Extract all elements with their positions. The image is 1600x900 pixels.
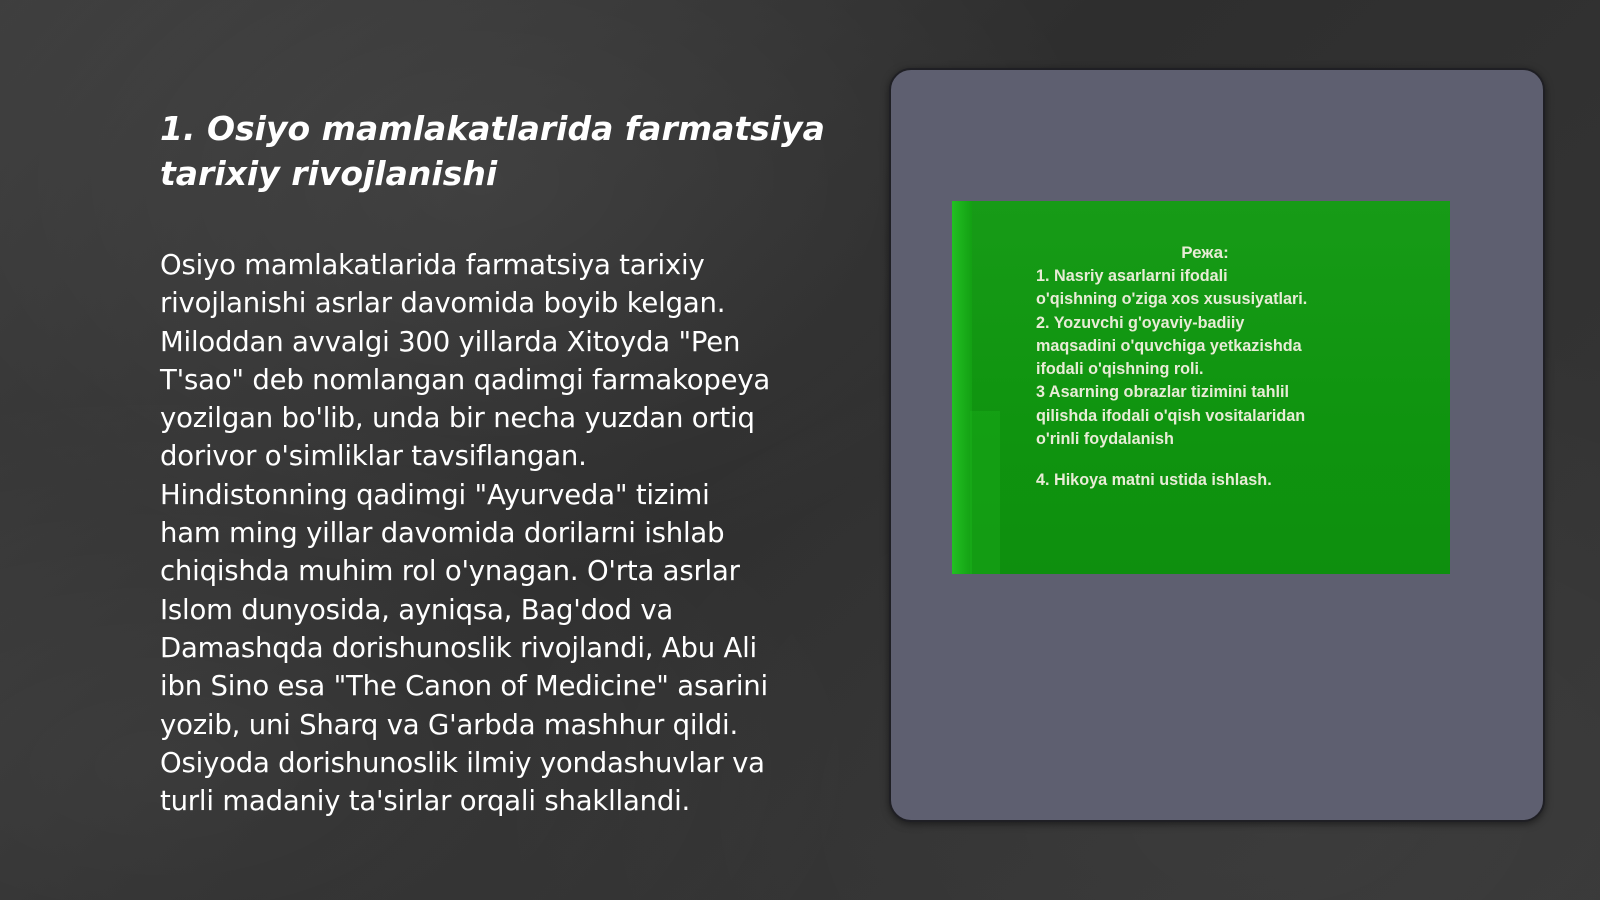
image-frame xyxy=(889,68,1545,822)
slide-title: 1. Osiyo mamlakatlarida farmatsiya tarixiy rivojlanishi xyxy=(160,109,825,193)
plan-items: 1. Nasriy asarlarni ifodali o'qishning o'ziga xos xususiyatlari. 2. Yozuvchi g'oyaviy-badiiy maqsadini o'quvchiga yetkazishda ifodali o'qishning roli. 3 Asarning obrazlar tizimini tahlil qilishda ifodali o'qish vositalaridan o'rinli foydalanish xyxy=(1036,267,1308,449)
slide-body-text: Osiyo mamlakatlarida farmatsiya tarixiy rivojlanishi asrlar davomida boyib kelgan. Miloddan avvalgi 300 yillarda Xitoyda "Pen T'sao" deb nomlangan qadimgi farmakopeya yozilgan bo'lib, unda bir necha yuzdan ortiq dorivor o'simliklar tavsiflangan. Hindistonning qadimgi "Ayurveda" tizimi ham ming yillar davomida dorilarni ishlab chiqishda muhim rol o'ynagan. O'rta asrlar Islom dunyosida, ayniqsa, Bag'dod va Damashqda dorishunoslik rivojlandi, Abu Ali ibn Sino esa "The Canon of Medicine" asarini yozib, uni Sharq va G'arbda mashhur qildi. Osiyoda dorishunoslik ilmiy yondashuvlar va turli madaniy ta'sirlar orqali shakllandi. xyxy=(160,249,771,818)
plan-image xyxy=(952,201,1450,574)
plan-item-4: 4. Hikoya matni ustida ishlash. xyxy=(1036,471,1272,489)
plan-heading: Режа: xyxy=(1181,243,1229,262)
